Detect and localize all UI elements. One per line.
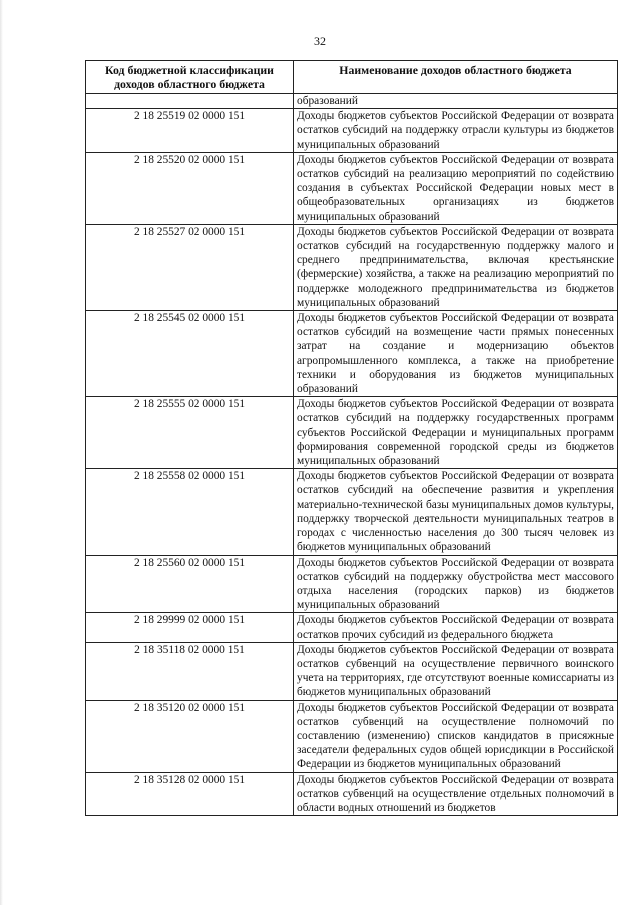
continuation-name-cell: образований bbox=[294, 94, 618, 109]
table-row bbox=[86, 152, 618, 224]
income-name-cell: Доходы бюджетов субъектов Российской Федерации от возврата остатков субвенций на осуществление первичного воинского учета на территориях, где отсутствуют военные комиссариаты из бюджетов муниципальных образований bbox=[294, 642, 618, 700]
continuation-row bbox=[86, 94, 618, 109]
income-name-cell: Доходы бюджетов субъектов Российской Федерации от возврата остатков субсидий на реализацию мероприятий по содействию создания в субъектах Российской Федерации новых мест в общеобразовательных организациях из бюджетов муниципальных образований bbox=[294, 152, 618, 224]
budget-code-cell: 2 18 25558 02 0000 151 bbox=[86, 469, 294, 555]
scan-edge-shadow bbox=[0, 0, 3, 905]
budget-code-cell: 2 18 35120 02 0000 151 bbox=[86, 700, 294, 772]
income-name-cell: Доходы бюджетов субъектов Российской Федерации от возврата остатков субсидий на поддержку государственных программ субъектов Российской Федерации и муниципальных программ формирования современной городской среды из бюджетов муниципальных образований bbox=[294, 397, 618, 469]
income-name-cell: Доходы бюджетов субъектов Российской Федерации от возврата остатков субвенций на осуществление полномочий по составлению (изменению) списков кандидатов в присяжные заседатели федеральных судов общей юрисдикции в Российской Федерации из бюджетов муниципальных образований bbox=[294, 700, 618, 772]
header-code-column: Код бюджетной классификации доходов областного бюджета bbox=[86, 61, 294, 94]
income-name-cell: Доходы бюджетов субъектов Российской Федерации от возврата остатков субсидий на поддержку обустройства мест массового отдыха населения (городских парков) из бюджетов муниципальных образований bbox=[294, 555, 618, 613]
budget-code-cell: 2 18 29999 02 0000 151 bbox=[86, 613, 294, 642]
table-row bbox=[86, 224, 618, 310]
budget-code-cell: 2 18 25555 02 0000 151 bbox=[86, 397, 294, 469]
continuation-code-cell bbox=[86, 94, 294, 109]
income-name-cell: Доходы бюджетов субъектов Российской Федерации от возврата остатков субсидий на поддержку отрасли культуры из бюджетов муниципальных образований bbox=[294, 109, 618, 153]
table-row bbox=[86, 469, 618, 555]
income-name-cell: Доходы бюджетов субъектов Российской Федерации от возврата остатков субвенций на осуществление отдельных полномочий в области водных отношений из бюджетов bbox=[294, 772, 618, 816]
income-name-cell: Доходы бюджетов субъектов Российской Федерации от возврата остатков прочих субсидий из федерального бюджета bbox=[294, 613, 618, 642]
page-number: 32 bbox=[314, 34, 326, 48]
table-row bbox=[86, 397, 618, 469]
budget-code-cell: 2 18 35128 02 0000 151 bbox=[86, 772, 294, 816]
income-name-cell: Доходы бюджетов субъектов Российской Федерации от возврата остатков субсидий на государственную поддержку малого и среднего предпринимательства, включая крестьянские (фермерские) хозяйства, а также на реализацию мероприятий по поддержке молодежного предпринимательства из бюджетов муниципальных образований bbox=[294, 224, 618, 310]
table-row bbox=[86, 613, 618, 642]
header-name-column: Наименование доходов областного бюджета bbox=[294, 61, 618, 94]
budget-code-cell: 2 18 35118 02 0000 151 bbox=[86, 642, 294, 700]
budget-code-cell: 2 18 25520 02 0000 151 bbox=[86, 152, 294, 224]
table-row bbox=[86, 109, 618, 153]
income-name-cell: Доходы бюджетов субъектов Российской Федерации от возврата остатков субсидий на обеспечение развития и укрепления материально-технической базы муниципальных домов культуры, поддержку творческой деятельности муниципальных театров в городах с численностью населения до 300 тысяч человек из бюджетов муниципальных образований bbox=[294, 469, 618, 555]
budget-code-cell: 2 18 25519 02 0000 151 bbox=[86, 109, 294, 153]
table-header-row bbox=[86, 61, 618, 94]
budget-code-cell: 2 18 25527 02 0000 151 bbox=[86, 224, 294, 310]
budget-code-cell: 2 18 25560 02 0000 151 bbox=[86, 555, 294, 613]
table-row bbox=[86, 642, 618, 700]
table-row bbox=[86, 700, 618, 772]
table-row bbox=[86, 772, 618, 816]
table-row bbox=[86, 555, 618, 613]
budget-classification-table bbox=[85, 60, 618, 816]
budget-code-cell: 2 18 25545 02 0000 151 bbox=[86, 311, 294, 397]
table-row bbox=[86, 311, 618, 397]
income-name-cell: Доходы бюджетов субъектов Российской Федерации от возврата остатков субсидий на возмещение части прямых понесенных затрат на создание и модернизацию объектов агропромышленного комплекса, а также на приобретение техники и оборудования из бюджетов муниципальных образований bbox=[294, 311, 618, 397]
